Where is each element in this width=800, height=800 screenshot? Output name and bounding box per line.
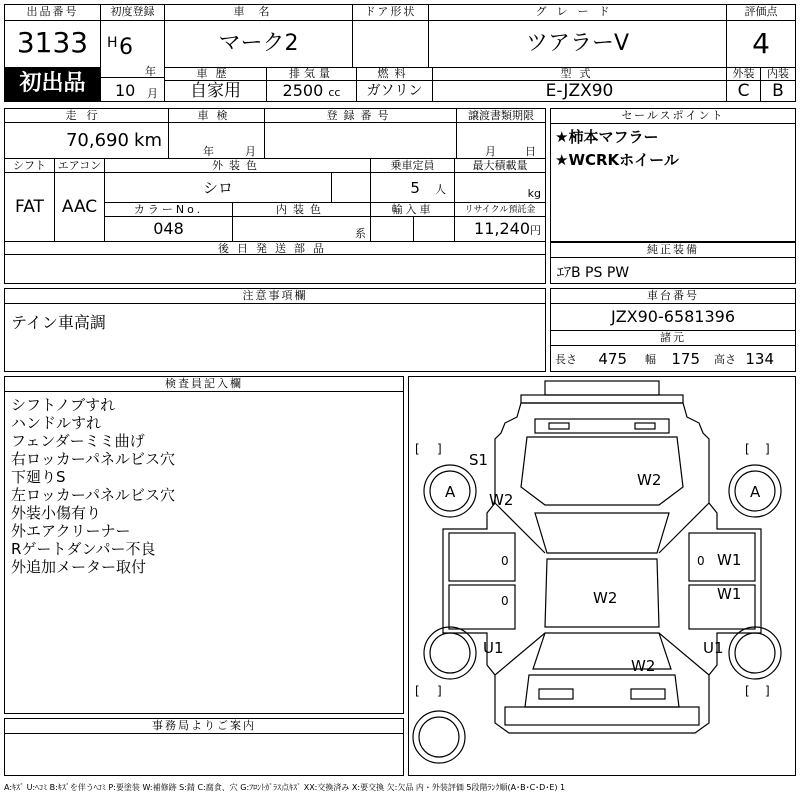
car-diagram-box bbox=[408, 376, 796, 776]
reg-label: 初度登録 bbox=[101, 5, 164, 21]
color-box bbox=[331, 173, 371, 203]
import-cell bbox=[371, 217, 455, 241]
mark-w2-roof: W2 bbox=[593, 589, 618, 607]
inspector-lines bbox=[5, 392, 403, 580]
color-value: シロ bbox=[105, 173, 331, 203]
displacement-label: 排気量 bbox=[267, 67, 357, 81]
specs-title: 諸元 bbox=[551, 331, 795, 346]
details-block bbox=[4, 108, 546, 284]
recycle-value: 11,240 bbox=[474, 219, 530, 238]
mileage-label: 走行 bbox=[5, 109, 169, 123]
office-title: 事務局よりご案内 bbox=[5, 719, 403, 734]
fuel-value: ガソリン bbox=[357, 81, 433, 101]
ac-label: エアコン bbox=[55, 159, 105, 173]
history-label: 車歴 bbox=[165, 67, 267, 81]
mileage-value: 70,690 bbox=[65, 130, 129, 151]
bracket-right-bottom2: ] bbox=[765, 684, 770, 698]
top-header-block bbox=[4, 4, 796, 102]
model-value: E-JZX90 bbox=[433, 81, 727, 101]
load-cell bbox=[455, 173, 545, 203]
inspector-box bbox=[4, 376, 404, 714]
door-value bbox=[353, 21, 429, 67]
inspector-line-1: シフトノブすれ bbox=[11, 396, 116, 414]
grade-value: ツアラーV bbox=[429, 21, 727, 67]
reg-era: H bbox=[107, 35, 118, 51]
mark-u1-right: U1 bbox=[703, 639, 724, 657]
lot-number: 3133 bbox=[16, 26, 89, 59]
reg-year-unit: 年 bbox=[145, 65, 156, 78]
recycle-cell bbox=[455, 217, 545, 241]
mark-w1-door2: W1 bbox=[717, 585, 742, 603]
color-label: 外装色 bbox=[105, 159, 371, 173]
colorno-value: 048 bbox=[105, 217, 233, 241]
history-value: 自家用 bbox=[165, 81, 267, 101]
chassis-title: 車台番号 bbox=[551, 289, 795, 304]
mark-w1-door1: W1 bbox=[717, 551, 742, 569]
mark-w2-hood: W2 bbox=[637, 471, 662, 489]
height-label: 高さ bbox=[714, 353, 736, 366]
car-diagram bbox=[409, 377, 795, 775]
import-divider bbox=[413, 217, 414, 241]
equipment-value: ｴｱB PS PW bbox=[557, 265, 630, 281]
mark-o-right: 0 bbox=[697, 554, 705, 568]
displacement-unit: cc bbox=[328, 86, 341, 99]
displacement-value-wrap bbox=[267, 81, 357, 101]
width-value: 175 bbox=[671, 350, 700, 368]
lot-column bbox=[5, 5, 101, 101]
capacity-unit: 人 bbox=[435, 183, 446, 196]
colorno-label: カラーNo. bbox=[105, 203, 233, 217]
inspector-line-6: 左ロッカーパネルビス穴 bbox=[11, 486, 175, 504]
bracket-left-top2: ] bbox=[437, 442, 442, 456]
bracket-left-top: [ bbox=[415, 442, 420, 456]
grade-label: グレード bbox=[429, 5, 727, 21]
inspector-line-10: 外追加メーター取付 bbox=[11, 558, 147, 576]
length-label: 長さ bbox=[555, 353, 577, 366]
bracket-right-top: [ bbox=[745, 442, 750, 456]
sales-point-1: ★柿本マフラー bbox=[555, 128, 659, 146]
sales-point-2: ★WCRKホイール bbox=[555, 151, 679, 169]
exterior-value: C bbox=[727, 81, 761, 101]
transfer-cell bbox=[457, 123, 545, 159]
interior-color-unit: 系 bbox=[355, 227, 366, 240]
transfer-month-unit: 月 bbox=[485, 145, 496, 158]
bracket-left-bottom: [ bbox=[415, 684, 420, 698]
interior-color-label: 内装色 bbox=[233, 203, 371, 217]
mark-a-left: A bbox=[445, 483, 456, 501]
inspector-line-9: Rゲートダンパー不良 bbox=[11, 540, 156, 558]
recycle-label: リサイクル預託金 bbox=[455, 203, 545, 217]
recycle-unit: 円 bbox=[530, 224, 541, 237]
name-label: 車名 bbox=[165, 5, 353, 21]
model-label: 型式 bbox=[433, 67, 727, 81]
interior-label: 内装 bbox=[761, 67, 795, 81]
bracket-left-bottom2: ] bbox=[437, 684, 442, 698]
name-value: マーク2 bbox=[165, 21, 353, 67]
wheels bbox=[413, 465, 781, 763]
mark-o-left2: 0 bbox=[501, 594, 509, 608]
shift-value: FAT bbox=[5, 173, 55, 241]
registration-column bbox=[101, 5, 165, 101]
interior-color-cell bbox=[233, 217, 371, 241]
mileage-unit: km bbox=[134, 130, 162, 151]
mark-w2-fender: W2 bbox=[489, 491, 514, 509]
bracket-right-top2: ] bbox=[765, 442, 770, 456]
capacity-cell bbox=[371, 173, 455, 203]
exterior-label: 外装 bbox=[727, 67, 761, 81]
notes-title: 注意事項欄 bbox=[5, 289, 545, 304]
car-body-outline bbox=[443, 381, 761, 733]
inspection-month-unit: 月 bbox=[245, 145, 256, 158]
reg-divider bbox=[101, 77, 164, 78]
office-box bbox=[4, 718, 404, 776]
later-parts-label: 後日発送部品 bbox=[5, 241, 545, 255]
transfer-day-unit: 日 bbox=[525, 145, 536, 158]
width-label: 幅 bbox=[645, 353, 656, 366]
capacity-value: 5 bbox=[410, 179, 420, 197]
inspector-title: 検査員記入欄 bbox=[5, 377, 403, 392]
chassis-value: JZX90-6581396 bbox=[551, 304, 795, 331]
notes-box bbox=[4, 288, 546, 372]
inspection-cell bbox=[169, 123, 265, 159]
inspection-year-unit: 年 bbox=[203, 145, 214, 158]
plate-cell bbox=[265, 123, 457, 159]
mark-s1: S1 bbox=[469, 451, 489, 469]
displacement-value: 2500 bbox=[282, 81, 324, 100]
fuel-label: 燃料 bbox=[357, 67, 433, 81]
inspector-line-3: フェンダーミミ曲げ bbox=[11, 432, 145, 450]
shift-label: シフト bbox=[5, 159, 55, 173]
legend: A:ｷｽﾞ U:ﾍｺﾐ B:ｷｽﾞを伴うﾍｺﾐ P:要塗装 W:補修跡 S:錆 C:腐食、穴 G:ﾌﾛﾝﾄｶﾞﾗｽ点ｷｽﾞ XX:交換済み X:要交換 欠:欠品 内・外装評価 5段階ﾗﾝｸ順(A･B･C･D･E) 1 bbox=[4, 783, 566, 792]
specs-row bbox=[551, 346, 795, 372]
capacity-label: 乗車定員 bbox=[371, 159, 455, 173]
inspector-line-8: 外エアクリーナー bbox=[11, 522, 131, 540]
mark-a-right: A bbox=[750, 483, 761, 501]
equipment-title: 純正装備 bbox=[551, 243, 795, 258]
reg-month: 10 bbox=[115, 81, 136, 100]
interior-value: B bbox=[772, 81, 784, 101]
sales-points-title: セールスポイント bbox=[551, 109, 795, 124]
length-value: 475 bbox=[598, 350, 627, 368]
plate-label: 登録番号 bbox=[265, 109, 457, 123]
inspector-line-7: 外装小傷有り bbox=[11, 504, 102, 522]
mark-u1-left: U1 bbox=[483, 639, 504, 657]
mark-w2-trunk: W2 bbox=[631, 657, 656, 675]
mark-o-left1: 0 bbox=[501, 554, 509, 568]
chassis-box bbox=[550, 288, 796, 372]
load-unit: kg bbox=[527, 187, 541, 200]
transfer-label: 譲渡書類期限 bbox=[457, 109, 545, 123]
score-label: 評価点 bbox=[727, 5, 795, 21]
height-value: 134 bbox=[745, 350, 774, 368]
load-label: 最大積載量 bbox=[455, 159, 545, 173]
equipment-box bbox=[550, 242, 796, 284]
reg-year: 6 bbox=[119, 35, 133, 60]
inspector-line-5: 下廻りS bbox=[11, 468, 66, 486]
inspector-line-2: ハンドルすれ bbox=[11, 414, 102, 432]
reg-month-unit: 月 bbox=[147, 87, 158, 100]
ac-value: AAC bbox=[55, 173, 105, 241]
later-parts-value bbox=[5, 255, 545, 283]
mileage-cell bbox=[5, 123, 169, 159]
inspector-line-4: 右ロッカーパネルビス穴 bbox=[11, 450, 175, 468]
sales-points-box bbox=[550, 108, 796, 242]
first-listing-badge: 初出品 bbox=[5, 67, 100, 101]
notes-value: テイン車高調 bbox=[11, 313, 106, 332]
score-value: 4 bbox=[752, 27, 770, 60]
bracket-right-bottom: [ bbox=[745, 684, 750, 698]
lot-label: 出品番号 bbox=[5, 5, 100, 21]
import-label: 輸入車 bbox=[371, 203, 455, 217]
door-label: ドア形状 bbox=[353, 5, 429, 21]
inspection-label: 車検 bbox=[169, 109, 265, 123]
